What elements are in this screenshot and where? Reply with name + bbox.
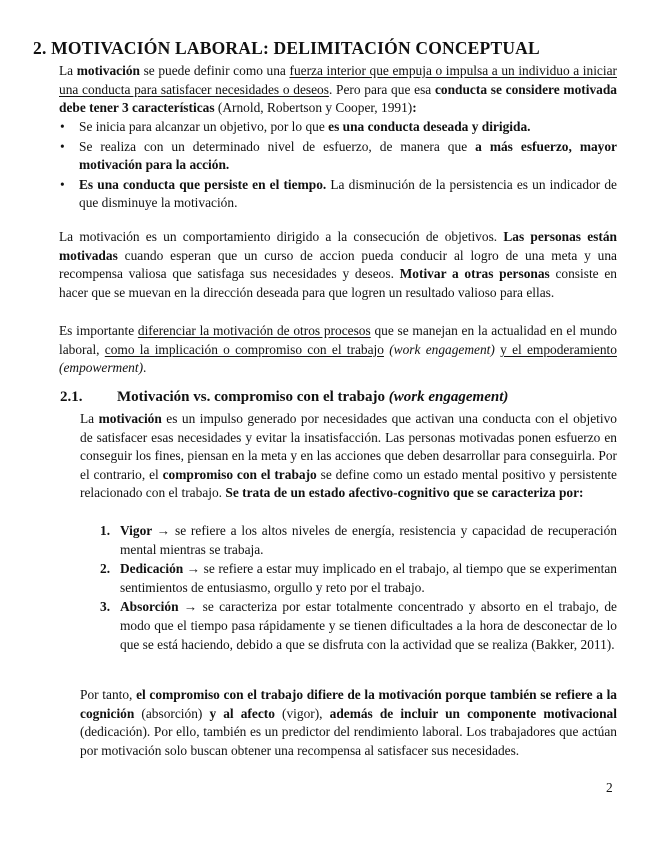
bold-run: Las personas están motivadas	[59, 229, 617, 263]
bold-run: el compromiso con el trabajo difiere de la motivación porque también se refiere a la cognición	[80, 687, 618, 721]
conclusion-paragraph	[80, 686, 617, 760]
text-run: .	[143, 360, 147, 376]
section-heading: 2. MOTIVACIÓN LABORAL: DELIMITACIÓN CONCEPTUAL	[33, 38, 540, 58]
text-run: (vigor),	[274, 705, 330, 721]
arrow-icon: →	[183, 561, 204, 577]
text-run: consiste en hacer que se muevan en la dirección deseada para que logren un resultado valioso para ellas.	[59, 266, 617, 300]
bold-run: a más esfuerzo, mayor motivación para la acción.	[79, 138, 617, 173]
item-text: se refiere a estar muy implicado en el trabajo, al tiempo que se experimentan sentimientos de entusiasmo, orgullo y reto por el trabajo.	[120, 561, 617, 595]
text-run: La	[59, 63, 77, 78]
text-run: (absorción)	[134, 705, 210, 721]
text-run: Se realiza con un determinado nivel de esfuerzo, de manera que	[79, 138, 476, 154]
underlined-run: fuerza interior que empuja o impulsa a un individuo a iniciar una conducta para satisfacer necesidades o deseos	[59, 63, 617, 97]
arrow-icon: →	[178, 599, 203, 615]
list-item	[59, 118, 617, 137]
arrow-icon: →	[152, 523, 175, 538]
item-number: 3.	[100, 599, 111, 615]
item-text: se refiere a los altos niveles de energía, resistencia y capacidad de recuperación mental mientras se trabaja.	[120, 523, 617, 557]
list-item	[59, 176, 617, 213]
italic-run: (work engagement)	[389, 341, 495, 357]
subsection-heading	[60, 389, 508, 406]
bold-run: Se trata de un estado afectivo-cognitivo que se caracteriza por:	[225, 485, 584, 501]
item-text: se caracteriza por estar totalmente concentrado y absorto en el trabajo, de modo que el tiempo pasa rápidamente y se tienen dificultades a la hora de desconectar de lo que se está haciendo, debido a que se disfruta con la actividad que se realiza (Bakker, 2011).	[120, 599, 617, 652]
engagement-paragraph	[80, 410, 617, 503]
bullet-icon: •	[60, 138, 65, 154]
subsection-title-italic: (work engagement)	[388, 389, 509, 405]
item-number: 1.	[100, 523, 111, 538]
item-term: Vigor	[120, 523, 152, 538]
bold-run: motivación	[76, 63, 140, 78]
text-run: La disminución de la persistencia es un indicador de que disminuye la motivación.	[79, 176, 617, 211]
item-term: Dedicación	[120, 561, 184, 577]
text-run: cuando esperan que un curso de accion pueda conducir al logro de una meta y una recompensa valiosa que satisfaga sus necesidades y deseos.	[59, 247, 617, 282]
text-run: que se manejan en la actualidad en el mundo laboral,	[59, 323, 617, 357]
page-number: 2	[606, 780, 613, 795]
characteristics-list	[59, 118, 617, 214]
text-run: La motivación es un comportamiento dirigido a la consecución de objetivos.	[59, 229, 504, 244]
underlined-run: como la implicación o compromiso con el trabajo	[104, 341, 384, 357]
differentiation-paragraph	[59, 322, 617, 378]
text-run: se puede definir como una	[139, 63, 290, 78]
list-item	[100, 522, 617, 559]
list-item	[100, 560, 617, 597]
text-run: Por tanto,	[80, 687, 137, 702]
engagement-components-list	[100, 522, 617, 655]
citation: (Arnold, Robertson y Cooper, 1991)	[214, 100, 413, 116]
text-run: Se inicia para alcanzar un objetivo, por lo que	[79, 119, 329, 134]
underlined-run: diferenciar la motivación de otros procesos	[137, 323, 371, 338]
bold-run: :	[412, 100, 417, 116]
text-run: Es importante	[59, 323, 138, 338]
bold-run: motivación	[98, 411, 162, 426]
underlined-run: y el empoderamiento	[500, 341, 617, 357]
text-run: (dedicación). Por ello, también es un predictor del rendimiento laboral. Los trabajadores que actúan por motivación solo buscan obtener una recompensa al satisfacer sus necesidades.	[80, 724, 617, 758]
italic-run: (empowerment)	[59, 360, 144, 376]
subsection-number: 2.1.	[60, 389, 83, 405]
text-run: es un impulso generado por necesidades que activan una conducta con el objetivo de satisfacer esas necesidades y evitar la insatisfacción. Las personas motivadas ponen esfuerzo en conseguir los fines, piensan en la meta y en las acciones que deben desarrollar para conseguirla. Por el contrario, el	[80, 411, 617, 482]
bold-run: es una conducta deseada y dirigida.	[328, 119, 531, 134]
bold-run: además de incluir un componente motivacional	[329, 705, 617, 721]
list-item	[100, 598, 617, 654]
bullet-icon: •	[60, 119, 65, 134]
item-term: Absorción	[120, 599, 179, 615]
bold-run: Motivar a otras personas	[399, 266, 550, 282]
bold-run: compromiso con el trabajo	[162, 466, 317, 482]
text-run: se define como un estado mental positivo y persistente relacionado con el trabajo.	[80, 466, 618, 501]
item-number: 2.	[100, 561, 111, 577]
intro-paragraph	[59, 62, 617, 118]
bold-run: conducta se considere motivada debe tener 3 características	[59, 81, 617, 116]
motivation-paragraph	[59, 228, 617, 302]
bullet-icon: •	[60, 176, 65, 192]
list-item	[59, 138, 617, 175]
text-run: La	[80, 411, 99, 426]
bold-run: y al afecto	[209, 705, 275, 721]
text-run: . Pero para que esa	[328, 81, 435, 97]
subsection-title: Motivación vs. compromiso con el trabajo	[117, 389, 389, 405]
bold-run: Es una conducta que persiste en el tiempo.	[79, 176, 327, 192]
